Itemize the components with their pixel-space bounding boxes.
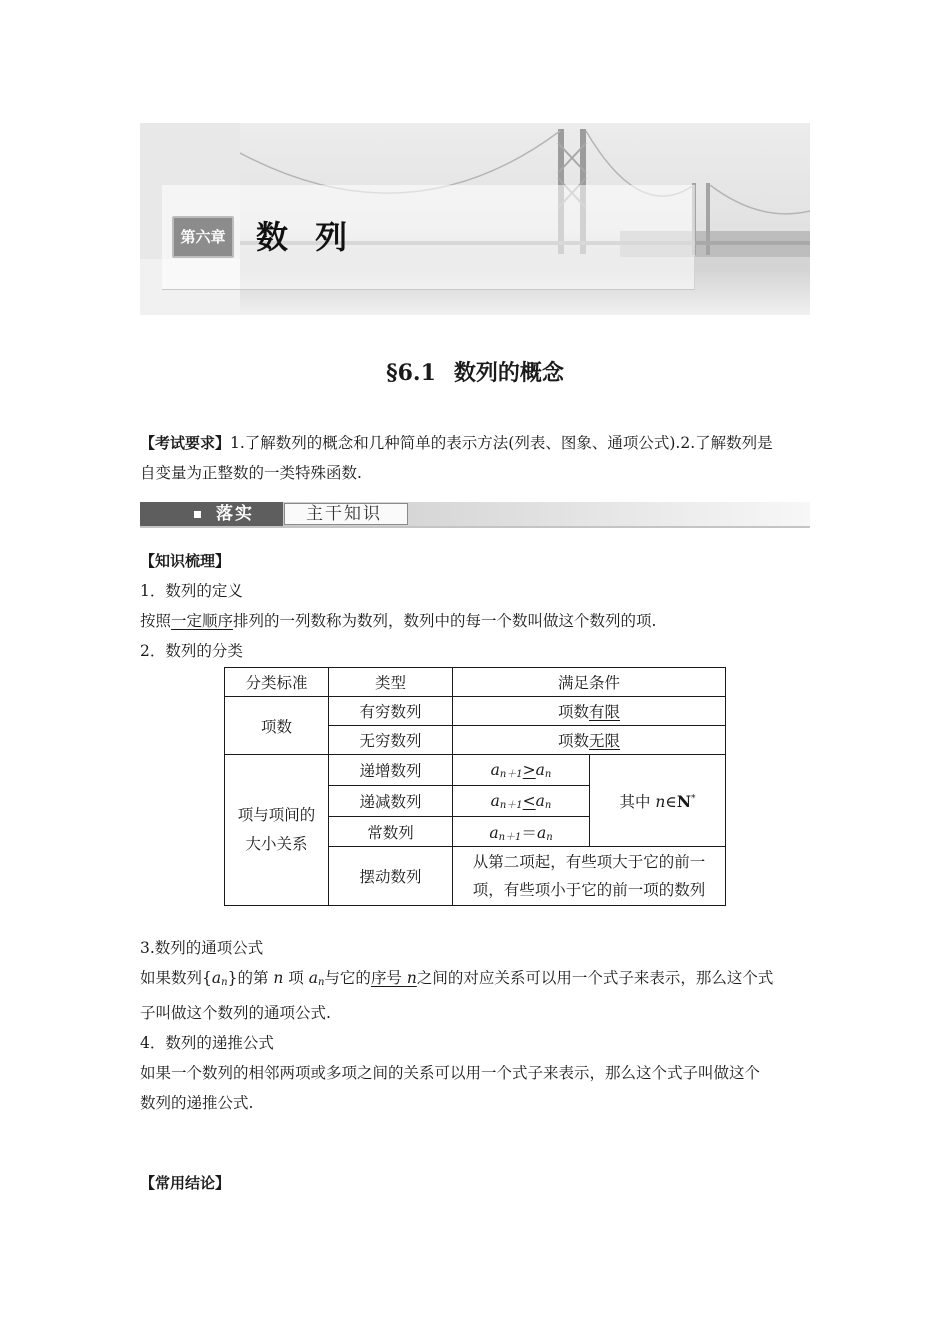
section-bar bbox=[140, 502, 810, 528]
group-relation bbox=[225, 755, 329, 906]
cond-constant bbox=[453, 817, 590, 847]
item1-post: 排列的一列数称为数列，数列中的每一个数叫做这个数列的项. bbox=[233, 612, 657, 630]
type-finite: 有穷数列 bbox=[329, 697, 453, 726]
note-pre: 其中 bbox=[619, 792, 656, 811]
header-condition: 满足条件 bbox=[453, 668, 726, 697]
osc-line2: 项，有些项小于它的前一项的数列 bbox=[472, 881, 706, 899]
bar-square-icon bbox=[194, 511, 201, 518]
item1-title: 1．数列的定义 bbox=[140, 582, 243, 600]
cond-increasing bbox=[453, 755, 590, 786]
cond-finite-ul: 有限 bbox=[589, 703, 621, 721]
exam-requirements bbox=[140, 428, 812, 488]
header-criterion: 分类标准 bbox=[225, 668, 329, 697]
type-constant: 常数列 bbox=[329, 817, 453, 847]
item3-mid2: 项 bbox=[283, 969, 309, 987]
note-N: N bbox=[676, 791, 692, 811]
math-a: a bbox=[535, 760, 545, 779]
type-infinite: 无穷数列 bbox=[329, 726, 453, 755]
item2-title: 2．数列的分类 bbox=[140, 642, 243, 660]
bar-left-label: 落实 bbox=[216, 504, 254, 524]
math-n: n bbox=[273, 969, 284, 987]
formula-section bbox=[140, 933, 812, 1118]
table-row bbox=[225, 697, 726, 726]
cond-note bbox=[590, 755, 726, 847]
note-in: ∈ bbox=[665, 792, 677, 811]
requirements-text1: 1.了解数列的概念和几种简单的表示方法(列表、图象、通项公式).2.了解数列是 bbox=[230, 434, 773, 452]
item3-line2: 子叫做这个数列的通项公式. bbox=[140, 1004, 331, 1022]
math-sub-n1: n＋1 bbox=[499, 768, 523, 780]
item3-ul-text: 序号 bbox=[370, 969, 407, 987]
math-sub-n: n bbox=[544, 799, 552, 811]
item3-mid3: 与它的 bbox=[324, 969, 371, 987]
math-sub-n: n bbox=[544, 768, 552, 780]
item1-pre: 按照 bbox=[140, 612, 172, 630]
table-header-row bbox=[225, 668, 726, 697]
bar-shadow bbox=[140, 526, 810, 528]
item4-line1: 如果一个数列的相邻两项或多项之间的关系可以用一个式子来表示，那么这个式子叫做这个 bbox=[140, 1064, 761, 1082]
cond-infinite bbox=[453, 726, 726, 755]
item3-post: 之间的对应关系可以用一个式子来表示，那么这个式 bbox=[416, 969, 774, 987]
section-title bbox=[0, 356, 950, 387]
math-a: a bbox=[536, 823, 547, 842]
item4-title: 4．数列的递推公式 bbox=[140, 1034, 274, 1052]
section-name: 数列的概念 bbox=[453, 360, 564, 386]
requirements-line1 bbox=[140, 428, 812, 458]
item3-title: 3.数列的通项公式 bbox=[140, 939, 264, 957]
group-relation-line1: 项与项间的 bbox=[237, 806, 316, 824]
type-increasing: 递增数列 bbox=[329, 755, 453, 786]
type-oscillating: 摆动数列 bbox=[329, 847, 453, 906]
math-sub-n: n bbox=[317, 977, 325, 988]
math-a: a bbox=[489, 823, 499, 842]
math-sub-n1: n＋1 bbox=[499, 799, 523, 811]
math-eq: ＝ bbox=[521, 823, 537, 842]
group-count: 项数 bbox=[225, 697, 329, 755]
math-lt: < bbox=[522, 791, 536, 810]
cond-infinite-pre: 项数 bbox=[557, 732, 589, 750]
item3-underlined bbox=[371, 969, 417, 987]
cond-infinite-ul: 无限 bbox=[589, 732, 621, 750]
requirements-line2: 自变量为正整数的一类特殊函数. bbox=[140, 464, 362, 482]
knowledge-heading: 【知识梳理】 bbox=[140, 552, 231, 570]
math-a: a bbox=[490, 791, 500, 810]
math-a: a bbox=[308, 969, 318, 987]
group-relation-line2: 大小关系 bbox=[245, 835, 308, 853]
cond-finite bbox=[453, 697, 726, 726]
bar-dark-tab bbox=[140, 502, 283, 528]
note-star: * bbox=[691, 793, 696, 804]
chapter-label: 第六章 bbox=[172, 216, 234, 258]
header-type: 类型 bbox=[329, 668, 453, 697]
item3-pre: 如果数列{ bbox=[140, 969, 212, 987]
math-sub-n: n bbox=[546, 831, 553, 843]
math-sub-n1: n＋1 bbox=[498, 831, 522, 843]
classification-table bbox=[224, 667, 726, 906]
table-row bbox=[225, 755, 726, 786]
math-sub-n: n bbox=[221, 977, 228, 988]
section-number: §6.1 bbox=[386, 360, 436, 386]
type-decreasing: 递减数列 bbox=[329, 786, 453, 817]
math-a: a bbox=[211, 969, 222, 987]
cond-oscillating bbox=[453, 847, 726, 906]
chapter-title: 数 列 bbox=[256, 218, 356, 256]
note-n: n bbox=[655, 792, 666, 811]
item3-line1 bbox=[140, 963, 812, 998]
cond-finite-pre: 项数 bbox=[557, 703, 589, 721]
conclusion-heading: 【常用结论】 bbox=[140, 1174, 231, 1192]
math-a: a bbox=[490, 760, 500, 779]
item3-mid1: }的第 bbox=[227, 969, 274, 987]
math-gt: > bbox=[522, 760, 536, 779]
requirements-label: 【考试要求】 bbox=[140, 434, 231, 452]
knowledge-section bbox=[140, 546, 812, 666]
osc-line1: 从第二项起，有些项大于它的前一 bbox=[472, 853, 706, 871]
bar-right-label: 主干知识 bbox=[306, 504, 382, 524]
banner-card bbox=[162, 185, 695, 290]
math-a: a bbox=[535, 791, 545, 810]
cond-decreasing bbox=[453, 786, 590, 817]
math-n: n bbox=[406, 969, 417, 987]
chapter-banner bbox=[140, 123, 810, 315]
item4-line2: 数列的递推公式. bbox=[140, 1094, 254, 1112]
item1-body bbox=[140, 606, 812, 636]
item1-underlined: 一定顺序 bbox=[171, 612, 234, 630]
